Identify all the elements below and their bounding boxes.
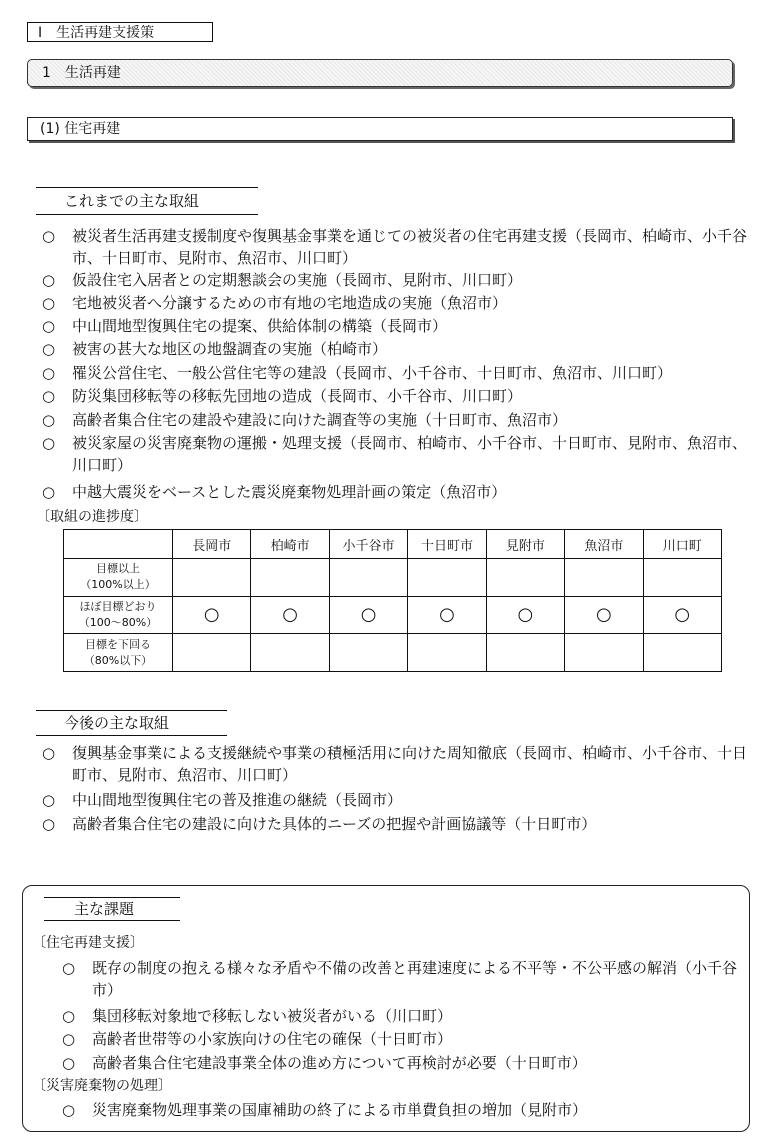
past-item-1: ○ 被災者生活再建支援制度や復興基金事業を通じての被災者の住宅再建支援（長岡市、柏崎市、小千谷市、十日町市、見附市、魚沼市、川口町） — [42, 227, 748, 267]
future-heading: 今後の主な取組 — [36, 710, 227, 736]
table-row — [64, 596, 722, 634]
table-cell — [408, 634, 486, 672]
table-cell — [251, 559, 329, 597]
bullet-icon: ○ — [42, 483, 56, 501]
issue-category-housing: 〔住宅再建支援〕 — [32, 935, 144, 951]
item-title: (1) 住宅再建 — [27, 117, 733, 141]
row-header: ほぼ目標どおり （100～80%） — [64, 596, 173, 634]
past-item-8: ○ 高齢者集合住宅の建設や建設に向けた調査等の実施（十日町市、魚沼市） — [42, 411, 568, 429]
column-header: 十日町市 — [408, 530, 486, 559]
circle-mark-icon: ○ — [251, 596, 329, 634]
bullet-icon: ○ — [62, 1007, 76, 1025]
table-cell — [329, 634, 407, 672]
circle-mark-icon: ○ — [408, 596, 486, 634]
bullet-icon: ○ — [42, 815, 56, 833]
column-header: 長岡市 — [173, 530, 251, 559]
table-cell — [565, 634, 643, 672]
bullet-icon: ○ — [42, 227, 56, 245]
bullet-icon: ○ — [62, 1101, 76, 1119]
past-item-3: ○ 宅地被災者へ分譲するための市有地の宅地造成の実施（魚沼市） — [42, 294, 508, 312]
issue-item: ○ 高齢者世帯等の小家族向けの住宅の確保（十日町市） — [62, 1030, 453, 1048]
table-cell — [486, 634, 564, 672]
column-header: 柏崎市 — [251, 530, 329, 559]
chapter-title: Ⅰ 生活再建支援策 — [27, 22, 213, 42]
column-header: 川口町 — [643, 530, 721, 559]
bullet-icon: ○ — [42, 387, 56, 405]
bullet-icon: ○ — [62, 1054, 76, 1072]
table-cell — [329, 559, 407, 597]
bullet-icon: ○ — [42, 294, 56, 312]
bullet-icon: ○ — [42, 340, 56, 358]
circle-mark-icon: ○ — [486, 596, 564, 634]
issue-item: ○ 既存の制度の抱える様々な矛盾や不備の改善と再建速度による不平等・不公平感の解消（小千谷市） — [62, 959, 738, 999]
table-cell — [173, 634, 251, 672]
progress-label: 〔取組の進捗度〕 — [36, 509, 148, 525]
past-item-2: ○ 仮設住宅入居者との定期懇談会の実施（長岡市、見附市、川口町） — [42, 271, 523, 289]
bullet-icon: ○ — [42, 364, 56, 382]
row-header: 目標を下回る （80%以下） — [64, 634, 173, 672]
circle-mark-icon: ○ — [565, 596, 643, 634]
past-item-6: ○ 罹災公営住宅、一般公営住宅等の建設（長岡市、小千谷市、十日町市、魚沼市、川口町） — [42, 364, 673, 382]
bullet-icon: ○ — [42, 317, 56, 335]
table-cell — [408, 559, 486, 597]
table-cell — [565, 559, 643, 597]
table-corner — [64, 530, 173, 559]
row-header: 目標以上 （100%以上） — [64, 559, 173, 597]
table-header-row — [64, 530, 722, 559]
table-cell — [643, 559, 721, 597]
table-cell — [251, 634, 329, 672]
table-row — [64, 634, 722, 672]
bullet-icon: ○ — [42, 791, 56, 809]
bullet-icon: ○ — [42, 411, 56, 429]
issue-item: ○ 集団移転対象地で移転しない被災者がいる（川口町） — [62, 1007, 453, 1025]
column-header: 小千谷市 — [329, 530, 407, 559]
table-cell — [486, 559, 564, 597]
circle-mark-icon: ○ — [329, 596, 407, 634]
issue-item: ○ 高齢者集合住宅建設事業全体の進め方について再検討が必要（十日町市） — [62, 1054, 587, 1072]
future-item-1: ○ 復興基金事業による支援継続や事業の積極活用に向けた周知徹底（長岡市、柏崎市、小千谷市、十日町市、見附市、魚沼市、川口町） — [42, 744, 748, 784]
circle-mark-icon: ○ — [173, 596, 251, 634]
table-cell — [643, 634, 721, 672]
bullet-icon: ○ — [42, 271, 56, 289]
future-item-3: ○ 高齢者集合住宅の建設に向けた具体的ニーズの把握や計画協議等（十日町市） — [42, 815, 597, 833]
table-cell — [173, 559, 251, 597]
column-header: 見附市 — [486, 530, 564, 559]
past-item-7: ○ 防災集団移転等の移転先団地の造成（長岡市、小千谷市、川口町） — [42, 387, 523, 405]
bullet-icon: ○ — [62, 1030, 76, 1048]
issues-heading: 主な課題 — [44, 897, 180, 921]
past-item-9: ○ 被災家屋の災害廃棄物の運搬・処理支援（長岡市、柏崎市、小千谷市、十日町市、見附市、魚沼市、川口町） — [42, 434, 748, 474]
circle-mark-icon: ○ — [643, 596, 721, 634]
part-title: 1 生活再建 — [27, 59, 733, 87]
issue-category-waste: 〔災害廃棄物の処理〕 — [32, 1078, 172, 1094]
table-row — [64, 559, 722, 597]
bullet-icon: ○ — [42, 744, 56, 762]
progress-table — [63, 529, 722, 672]
past-item-10: ○ 中越大震災をベースとした震災廃棄物処理計画の策定（魚沼市） — [42, 483, 507, 501]
past-item-5: ○ 被害の甚大な地区の地盤調査の実施（柏崎市） — [42, 340, 388, 358]
bullet-icon: ○ — [42, 434, 56, 452]
future-item-2: ○ 中山間地型復興住宅の普及推進の継続（長岡市） — [42, 791, 403, 809]
past-heading: これまでの主な取組 — [36, 187, 258, 215]
issue-item: ○ 災害廃棄物処理事業の国庫補助の終了による市単費負担の増加（見附市） — [62, 1101, 588, 1119]
past-item-4: ○ 中山間地型復興住宅の提案、供給体制の構築（長岡市） — [42, 317, 448, 335]
column-header: 魚沼市 — [565, 530, 643, 559]
bullet-icon: ○ — [62, 959, 76, 977]
